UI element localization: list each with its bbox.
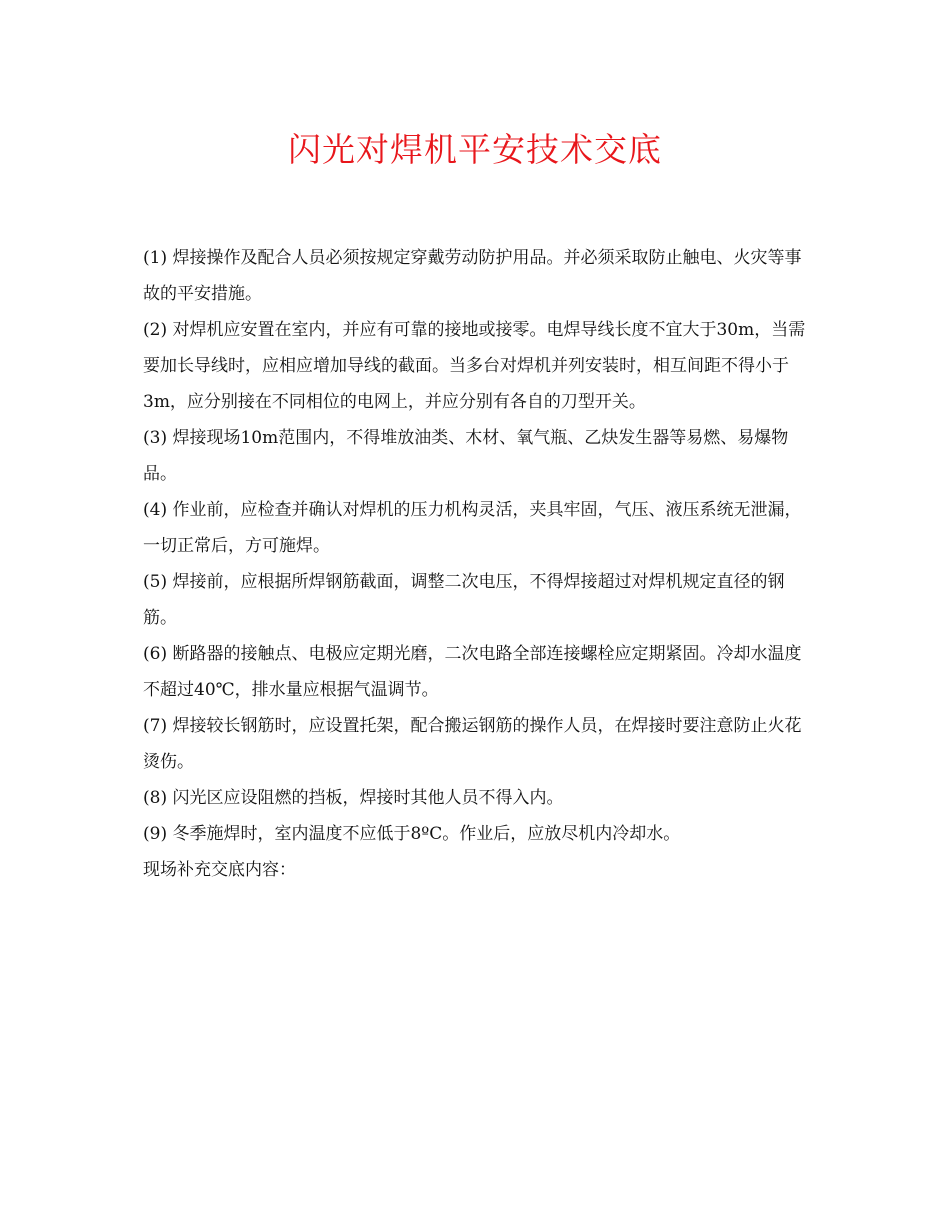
document-body [143, 240, 813, 888]
supplement-heading: 现场补充交底内容： [143, 860, 296, 880]
paragraph-8: (8) 闪光区应设阻燃的挡板，焊接时其他人员不得入内。 [143, 788, 564, 808]
paragraph-2: (2) 对焊机应安置在室内，并应有可靠的接地或接零。电焊导线长度不宜大于30m，当需要加长导线时，应相应增加导线的截面。当多台对焊机并列安装时，相互间距不得小于3m，应分别接在不同相位的电网上，并应分别有各自的刀型开关。 [143, 320, 806, 412]
document-title: 闪光对焊机平安技术交底 [288, 130, 662, 169]
paragraph-4: (4) 作业前，应检查并确认对焊机的压力机构灵活，夹具牢固，气压、液压系统无泄漏，一切正常后，方可施焊。 [143, 500, 802, 556]
paragraph-7: (7) 焊接较长钢筋时，应设置托架，配合搬运钢筋的操作人员，在焊接时要注意防止火花烫伤。 [143, 716, 802, 772]
paragraph-1: (1) 焊接操作及配合人员必须按规定穿戴劳动防护用品。并必须采取防止触电、火灾等事故的平安措施。 [143, 248, 802, 304]
paragraph-3: (3) 焊接现场10m范围内，不得堆放油类、木材、氧气瓶、乙炔发生器等易燃、易爆物品。 [143, 428, 789, 484]
paragraph-9: (9) 冬季施焊时，室内温度不应低于8ºC。作业后，应放尽机内冷却水。 [143, 824, 681, 844]
paragraph-5: (5) 焊接前，应根据所焊钢筋截面，调整二次电压，不得焊接超过对焊机规定直径的钢筋。 [143, 572, 785, 628]
paragraph-6: (6) 断路器的接触点、电极应定期光磨，二次电路全部连接螺栓应定期紧固。冷却水温度不超过40℃，排水量应根据气温调节。 [143, 644, 802, 700]
